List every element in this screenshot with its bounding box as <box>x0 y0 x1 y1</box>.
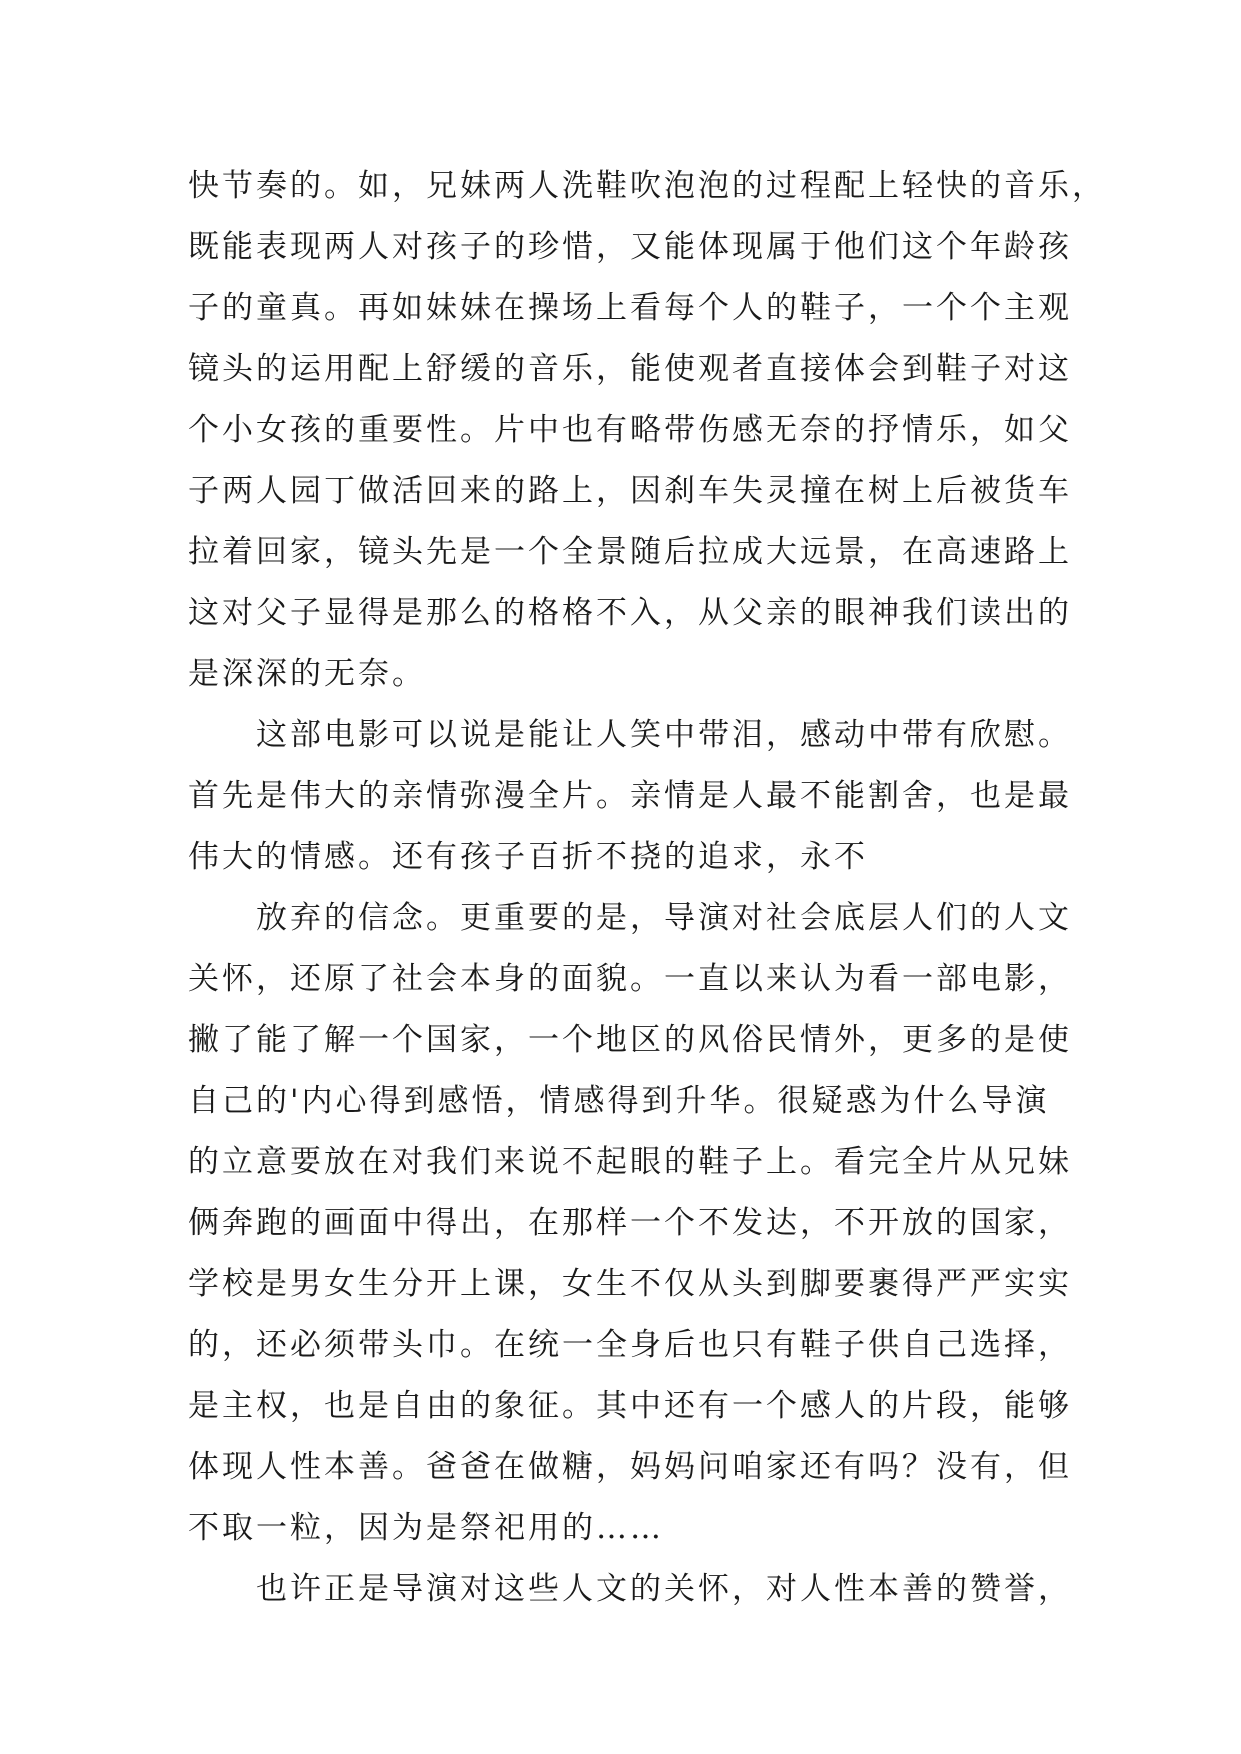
text-line: 自己的'内心得到感悟，情感得到升华。很疑惑为什么导演 <box>188 1083 1050 1119</box>
paragraph-start-line: 放弃的信念。更重要的是，导演对社会底层人们的人文 <box>256 900 1072 936</box>
text-line: 不取一粒，因为是祭祀用的…… <box>188 1510 664 1546</box>
text-line: 拉着回家，镜头先是一个全景随后拉成大远景，在高速路上 <box>188 534 1072 570</box>
text-line: 学校是男女生分开上课，女生不仅从头到脚要裹得严严实实 <box>188 1266 1072 1302</box>
text-line: 的立意要放在对我们来说不起眼的鞋子上。看完全片从兄妹 <box>188 1144 1072 1180</box>
body-text <box>188 156 1106 1620</box>
text-line: 撇了能了解一个国家，一个地区的风俗民情外，更多的是使 <box>188 1022 1072 1058</box>
text-line: 的，还必须带头巾。在统一全身后也只有鞋子供自己选择， <box>188 1327 1072 1363</box>
text-line: 是主权，也是自由的象征。其中还有一个感人的片段，能够 <box>188 1388 1072 1424</box>
text-line: 快节奏的。如，兄妹两人洗鞋吹泡泡的过程配上轻快的音乐， <box>188 168 1106 204</box>
text-line: 关怀，还原了社会本身的面貌。一直以来认为看一部电影， <box>188 961 1072 997</box>
text-line: 首先是伟大的亲情弥漫全片。亲情是人最不能割舍，也是最 <box>188 778 1072 814</box>
paragraph-start-line: 也许正是导演对这些人文的关怀，对人性本善的赞誉， <box>256 1571 1072 1607</box>
text-line: 伟大的情感。还有孩子百折不挠的追求，永不 <box>188 839 868 875</box>
text-line: 俩奔跑的画面中得出，在那样一个不发达，不开放的国家， <box>188 1205 1072 1241</box>
text-line: 这对父子显得是那么的格格不入，从父亲的眼神我们读出的 <box>188 595 1072 631</box>
text-line: 是深深的无奈。 <box>188 656 426 692</box>
text-line: 子两人园丁做活回来的路上，因刹车失灵撞在树上后被货车 <box>188 473 1072 509</box>
text-line: 镜头的运用配上舒缓的音乐，能使观者直接体会到鞋子对这 <box>188 351 1072 387</box>
paragraph-start-line: 这部电影可以说是能让人笑中带泪，感动中带有欣慰。 <box>256 717 1072 753</box>
text-line: 子的童真。再如妹妹在操场上看每个人的鞋子，一个个主观 <box>188 290 1072 326</box>
text-line: 体现人性本善。爸爸在做糖，妈妈问咱家还有吗？没有，但 <box>188 1449 1072 1485</box>
text-line: 既能表现两人对孩子的珍惜，又能体现属于他们这个年龄孩 <box>188 229 1072 265</box>
text-line: 个小女孩的重要性。片中也有略带伤感无奈的抒情乐，如父 <box>188 412 1072 448</box>
